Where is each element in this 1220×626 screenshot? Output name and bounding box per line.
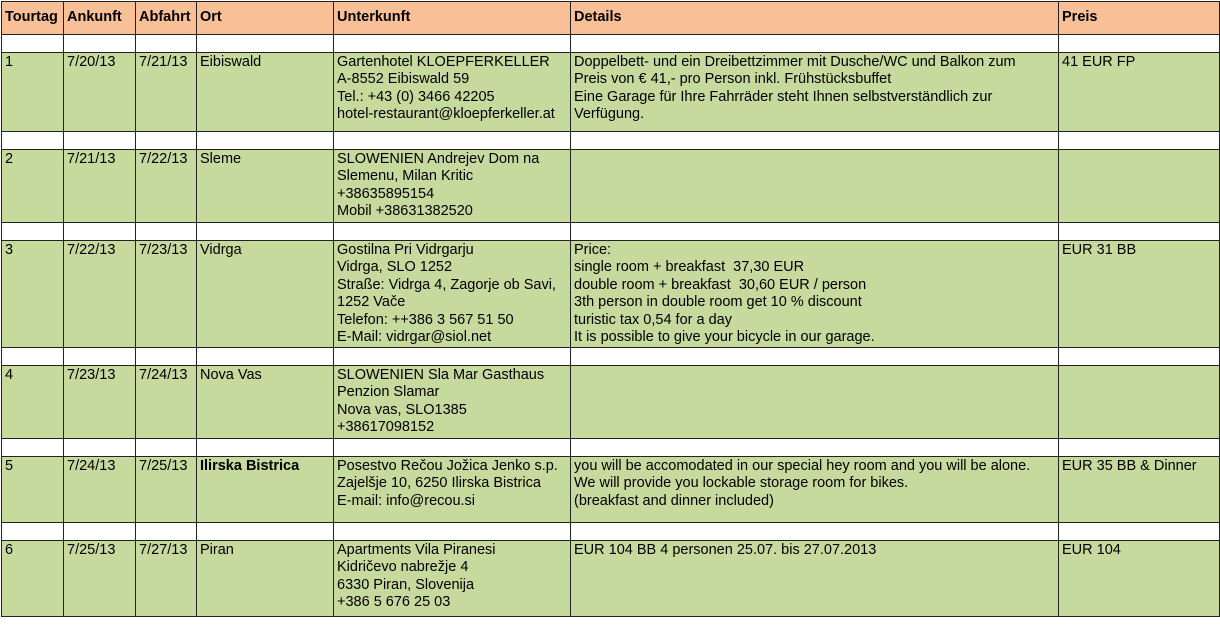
cell[interactable] [1059, 348, 1220, 366]
header-ankunft[interactable]: Ankunft [64, 2, 136, 35]
cell[interactable] [2, 439, 64, 457]
cell-ort[interactable]: Ilirska Bistrica [197, 457, 334, 523]
spacer-row [2, 223, 1220, 241]
cell[interactable] [334, 35, 571, 53]
cell[interactable] [1059, 132, 1220, 150]
cell-ankunft[interactable]: 7/25/13 [64, 541, 136, 617]
cell[interactable] [197, 523, 334, 541]
cell[interactable] [1059, 439, 1220, 457]
cell-unterkunft[interactable]: SLOWENIEN Andrejev Dom na Slemenu, Milan Kritic +38635895154 Mobil +38631382520 [334, 150, 571, 223]
cell-tourtag[interactable]: 5 [2, 457, 64, 523]
cell[interactable] [571, 132, 1059, 150]
cell[interactable] [1059, 223, 1220, 241]
cell[interactable] [2, 223, 64, 241]
cell-abfahrt[interactable]: 7/21/13 [136, 53, 197, 132]
cell[interactable] [2, 523, 64, 541]
cell[interactable] [1059, 35, 1220, 53]
cell-unterkunft[interactable]: Gartenhotel KLOEPFERKELLER A-8552 Eibiswald 59 Tel.: +43 (0) 3466 42205 hotel-restaurant@kloepferkeller.at [334, 53, 571, 132]
cell-details[interactable] [571, 150, 1059, 223]
cell[interactable] [334, 132, 571, 150]
cell-ort[interactable]: Nova Vas [197, 366, 334, 439]
cell[interactable] [136, 439, 197, 457]
spacer-row [2, 35, 1220, 53]
header-preis[interactable]: Preis [1059, 2, 1220, 35]
cell[interactable] [64, 132, 136, 150]
cell[interactable] [334, 439, 571, 457]
cell-ort[interactable]: Vidrga [197, 241, 334, 348]
header-row [2, 2, 1220, 35]
cell-details[interactable]: you will be accomodated in our special hey room and you will be alone. We will provide you lockable storage room for bikes. (breakfast and dinner included) [571, 457, 1059, 523]
header-ort[interactable]: Ort [197, 2, 334, 35]
header-tourtag[interactable]: Tourtag [2, 2, 64, 35]
cell-preis[interactable]: EUR 31 BB [1059, 241, 1220, 348]
cell[interactable] [571, 348, 1059, 366]
cell-ankunft[interactable]: 7/23/13 [64, 366, 136, 439]
cell-preis[interactable]: EUR 35 BB & Dinner [1059, 457, 1220, 523]
table-row [2, 150, 1220, 223]
cell[interactable] [197, 223, 334, 241]
cell[interactable] [334, 348, 571, 366]
cell-ankunft[interactable]: 7/21/13 [64, 150, 136, 223]
table-row [2, 366, 1220, 439]
cell[interactable] [64, 439, 136, 457]
header-abfahrt[interactable]: Abfahrt [136, 2, 197, 35]
cell-tourtag[interactable]: 2 [2, 150, 64, 223]
cell[interactable] [136, 348, 197, 366]
spacer-row [2, 132, 1220, 150]
cell[interactable] [136, 523, 197, 541]
cell[interactable] [334, 523, 571, 541]
accommodation-table [1, 1, 1220, 617]
table-row [2, 541, 1220, 617]
cell-tourtag[interactable]: 1 [2, 53, 64, 132]
header-unterkunft[interactable]: Unterkunft [334, 2, 571, 35]
cell[interactable] [334, 223, 571, 241]
cell[interactable] [2, 35, 64, 53]
cell[interactable] [197, 439, 334, 457]
cell[interactable] [197, 348, 334, 366]
table-row [2, 241, 1220, 348]
cell[interactable] [136, 35, 197, 53]
cell-ort[interactable]: Piran [197, 541, 334, 617]
cell[interactable] [197, 132, 334, 150]
cell-ankunft[interactable]: 7/20/13 [64, 53, 136, 132]
cell[interactable] [2, 132, 64, 150]
cell-preis[interactable]: 41 EUR FP [1059, 53, 1220, 132]
cell-unterkunft[interactable]: SLOWENIEN Sla Mar Gasthaus Penzion Slamar Nova vas, SLO1385 +38617098152 [334, 366, 571, 439]
cell[interactable] [1059, 523, 1220, 541]
cell-details[interactable] [571, 366, 1059, 439]
cell-preis[interactable]: EUR 104 [1059, 541, 1220, 617]
cell-abfahrt[interactable]: 7/25/13 [136, 457, 197, 523]
cell-ankunft[interactable]: 7/22/13 [64, 241, 136, 348]
cell-unterkunft[interactable]: Posestvo Rečou Jožica Jenko s.p. Zajelšje 10, 6250 Ilirska Bistrica E-mail: info@recou.si [334, 457, 571, 523]
table-row [2, 457, 1220, 523]
cell-tourtag[interactable]: 4 [2, 366, 64, 439]
cell-details[interactable]: Price: single room + breakfast 37,30 EUR double room + breakfast 30,60 EUR / person 3th person in double room get 10 % discount turistic tax 0,54 for a day It is possible to give your bicycle in our garage. [571, 241, 1059, 348]
cell[interactable] [64, 523, 136, 541]
cell-unterkunft[interactable]: Gostilna Pri Vidrgarju Vidrga, SLO 1252 Straße: Vidrga 4, Zagorje ob Savi, 1252 Vače Telefon: ++386 3 567 51 50 E-Mail: vidrgar@siol.net [334, 241, 571, 348]
cell-details[interactable]: Doppelbett- und ein Dreibettzimmer mit Dusche/WC und Balkon zum Preis von € 41,- pro Person inkl. Frühstücksbuffet Eine Garage für Ihre Fahrräder steht Ihnen selbstverständlich zur Verfügung. [571, 53, 1059, 132]
cell[interactable] [571, 35, 1059, 53]
cell-preis[interactable] [1059, 366, 1220, 439]
cell[interactable] [571, 523, 1059, 541]
cell[interactable] [64, 223, 136, 241]
cell-ort[interactable]: Sleme [197, 150, 334, 223]
cell[interactable] [64, 348, 136, 366]
cell[interactable] [197, 35, 334, 53]
cell[interactable] [571, 439, 1059, 457]
spacer-row [2, 439, 1220, 457]
cell-ort[interactable]: Eibiswald [197, 53, 334, 132]
cell-unterkunft[interactable]: Apartments Vila Piranesi Kidričevo nabrežje 4 6330 Piran, Slovenija +386 5 676 25 03 [334, 541, 571, 617]
cell-details[interactable]: EUR 104 BB 4 personen 25.07. bis 27.07.2013 [571, 541, 1059, 617]
cell[interactable] [2, 348, 64, 366]
cell-abfahrt[interactable]: 7/27/13 [136, 541, 197, 617]
cell[interactable] [64, 35, 136, 53]
cell[interactable] [136, 132, 197, 150]
cell-tourtag[interactable]: 3 [2, 241, 64, 348]
spacer-row [2, 348, 1220, 366]
cell-abfahrt[interactable]: 7/22/13 [136, 150, 197, 223]
cell[interactable] [136, 223, 197, 241]
header-details[interactable]: Details [571, 2, 1059, 35]
cell-preis[interactable] [1059, 150, 1220, 223]
spacer-row [2, 523, 1220, 541]
cell-tourtag[interactable]: 6 [2, 541, 64, 617]
table-row [2, 53, 1220, 132]
cell-abfahrt[interactable]: 7/24/13 [136, 366, 197, 439]
cell-abfahrt[interactable]: 7/23/13 [136, 241, 197, 348]
cell[interactable] [571, 223, 1059, 241]
cell-ankunft[interactable]: 7/24/13 [64, 457, 136, 523]
